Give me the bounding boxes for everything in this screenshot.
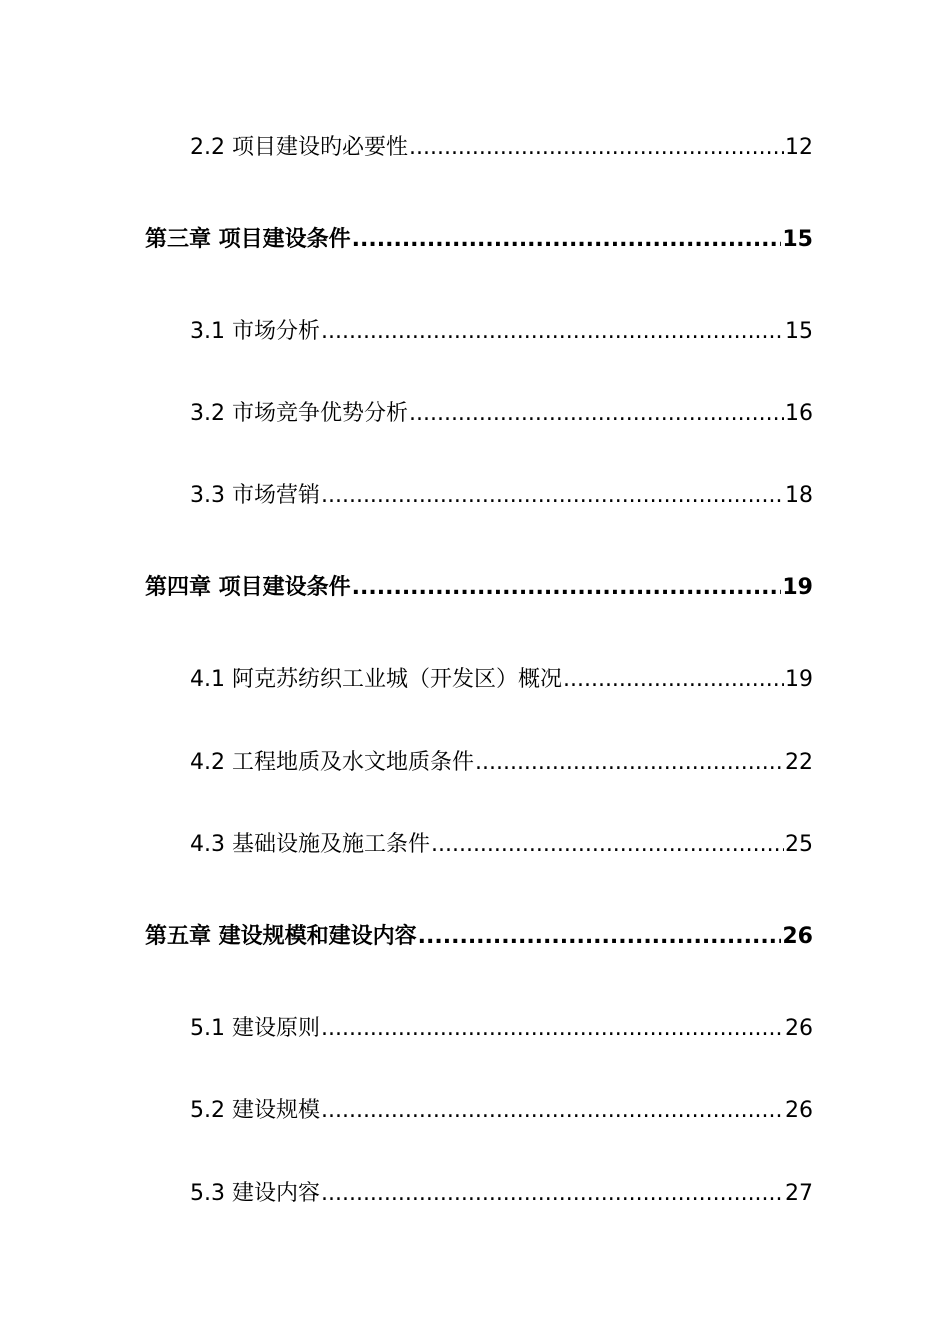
toc-entry-4-3[interactable] bbox=[190, 828, 813, 862]
toc-chapter-4[interactable] bbox=[145, 571, 813, 605]
toc-entry-3-3[interactable] bbox=[190, 479, 813, 513]
toc-chapter-5[interactable] bbox=[145, 920, 813, 954]
toc-entry-label: 2.2 项目建设旳必要性 bbox=[190, 135, 408, 160]
toc-page-number: 16 bbox=[785, 401, 813, 426]
toc-dot-leader bbox=[563, 663, 784, 697]
toc-page-number: 15 bbox=[785, 319, 813, 344]
toc-page-number: 26 bbox=[782, 924, 813, 949]
toc-entry-5-1[interactable] bbox=[190, 1012, 813, 1046]
toc-entry-label: 第四章 项目建设条件 bbox=[145, 575, 351, 600]
toc-page-number: 18 bbox=[785, 483, 813, 508]
toc-entry-label: 4.3 基础设施及施工条件 bbox=[190, 832, 430, 857]
toc-dot-leader bbox=[475, 746, 784, 780]
toc-dot-leader bbox=[418, 920, 782, 954]
toc-chapter-3[interactable] bbox=[145, 223, 813, 257]
toc-entry-5-2[interactable] bbox=[190, 1094, 813, 1128]
toc-dot-leader bbox=[409, 397, 784, 431]
toc-entry-5-3[interactable] bbox=[190, 1177, 813, 1211]
toc-page-number: 25 bbox=[785, 832, 813, 857]
toc-entry-3-1[interactable] bbox=[190, 315, 813, 349]
toc-entry-label: 第三章 项目建设条件 bbox=[145, 227, 351, 252]
toc-dot-leader bbox=[409, 131, 784, 165]
toc-page-number: 19 bbox=[782, 575, 813, 600]
toc-entry-label: 3.3 市场营销 bbox=[190, 483, 320, 508]
toc-dot-leader bbox=[321, 315, 784, 349]
toc-page-number: 26 bbox=[785, 1098, 813, 1123]
toc-page-number: 12 bbox=[785, 135, 813, 160]
toc-entry-4-1[interactable] bbox=[190, 663, 813, 697]
toc-entry-label: 3.1 市场分析 bbox=[190, 319, 320, 344]
toc-entry-4-2[interactable] bbox=[190, 746, 813, 780]
toc-entry-3-2[interactable] bbox=[190, 397, 813, 431]
toc-entry-label: 5.1 建设原则 bbox=[190, 1016, 320, 1041]
toc-entry-label: 第五章 建设规模和建设内容 bbox=[145, 924, 417, 949]
toc-entry-2-2[interactable] bbox=[190, 131, 813, 165]
toc-dot-leader bbox=[431, 828, 784, 862]
toc-dot-leader bbox=[321, 1177, 784, 1211]
toc-entry-label: 4.1 阿克苏纺织工业城（开发区）概况 bbox=[190, 667, 562, 692]
toc-dot-leader bbox=[321, 1094, 784, 1128]
toc-dot-leader bbox=[352, 223, 782, 257]
toc-dot-leader bbox=[352, 571, 782, 605]
toc-dot-leader bbox=[321, 1012, 784, 1046]
toc-page-number: 26 bbox=[785, 1016, 813, 1041]
toc-entry-label: 5.2 建设规模 bbox=[190, 1098, 320, 1123]
toc-page-number: 27 bbox=[785, 1181, 813, 1206]
toc-page-number: 15 bbox=[782, 227, 813, 252]
toc-dot-leader bbox=[321, 479, 784, 513]
toc-entry-label: 4.2 工程地质及水文地质条件 bbox=[190, 750, 474, 775]
toc-entry-label: 3.2 市场竞争优势分析 bbox=[190, 401, 408, 426]
toc-page-number: 19 bbox=[785, 667, 813, 692]
toc-page-number: 22 bbox=[785, 750, 813, 775]
toc-entry-label: 5.3 建设内容 bbox=[190, 1181, 320, 1206]
